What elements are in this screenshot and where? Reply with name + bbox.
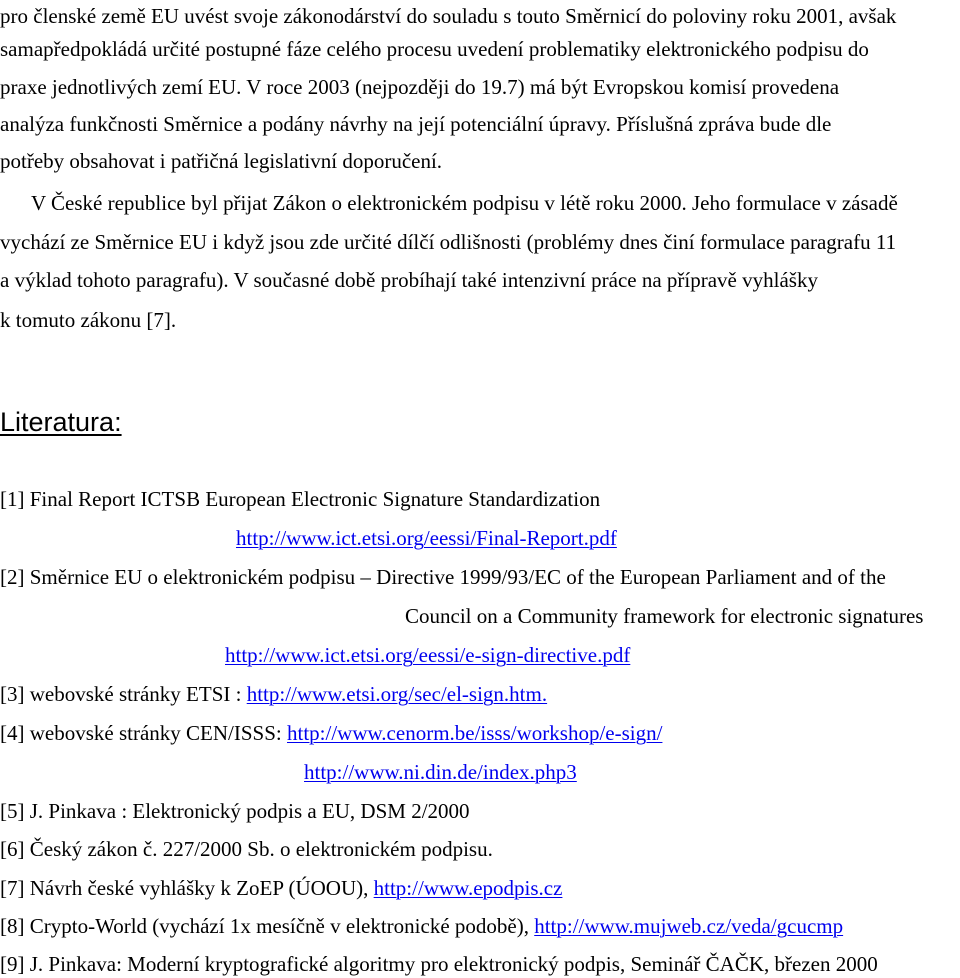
body-line-5: potřeby obsahovat i patřičná legislativní doporučení. xyxy=(0,149,443,173)
reference-2-text: [2] Směrnice EU o elektronickém podpisu – Directive 1999/93/EC of the European Parliament and of the xyxy=(0,565,886,589)
body-line-2: samapředpokládá určité postupné fáze celého procesu uvedení problematiky elektronického podpisu do xyxy=(0,37,869,61)
body-line-6: V České republice byl přijat Zákon o elektronickém podpisu v létě roku 2000. Jeho formulace v zásadě xyxy=(31,191,898,215)
reference-7-text: [7] Návrh české vyhlášky k ZoEP (ÚOOU), xyxy=(0,876,369,900)
body-line-4: analýza funkčnosti Směrnice a podány návrhy na její potenciální úpravy. Příslušná zpráva bude dle xyxy=(0,112,832,136)
reference-2 xyxy=(0,563,886,591)
reference-4-link2-line xyxy=(304,758,577,786)
reference-5-text: [5] J. Pinkava : Elektronický podpis a EU, DSM 2/2000 xyxy=(0,799,470,823)
reference-9-text: [9] J. Pinkava: Moderní kryptografické algoritmy pro elektronický podpis, Seminář ČAČK, březen 2000 xyxy=(0,952,878,976)
body-line-1: pro členské země EU uvést svoje zákonodárství do souladu s touto Směrnicí do poloviny roku 2001, avšak xyxy=(0,4,897,28)
reference-2-text-cont: Council on a Community framework for electronic signatures xyxy=(405,604,924,628)
reference-7-link[interactable]: http://www.epodpis.cz xyxy=(373,876,563,900)
reference-5 xyxy=(0,797,470,825)
reference-6 xyxy=(0,835,493,863)
reference-6-text: [6] Český zákon č. 227/2000 Sb. o elektronickém podpisu. xyxy=(0,837,493,861)
reference-4 xyxy=(0,719,662,747)
body-line-3: praxe jednotlivých zemí EU. V roce 2003 (nejpozději do 19.7) má být Evropskou komisí provedena xyxy=(0,75,840,99)
reference-3 xyxy=(0,680,547,708)
body-line-9: k tomuto zákonu [7]. xyxy=(0,308,177,332)
reference-1 xyxy=(0,485,600,513)
reference-4-link-2[interactable]: http://www.ni.din.de/index.php3 xyxy=(304,760,577,784)
reference-9 xyxy=(0,950,878,978)
reference-1-text: [1] Final Report ICTSB European Electronic Signature Standardization xyxy=(0,487,601,511)
reference-3-text: [3] webovské stránky ETSI : xyxy=(0,682,242,706)
reference-1-link-line xyxy=(236,524,617,552)
references-heading: Literatura: xyxy=(0,407,122,437)
reference-1-link[interactable]: http://www.ict.etsi.org/eessi/Final-Report.pdf xyxy=(236,526,617,550)
reference-8 xyxy=(0,912,843,940)
reference-8-link[interactable]: http://www.mujweb.cz/veda/gcucmp xyxy=(534,914,844,938)
body-line-8: a výklad tohoto paragrafu). V současné době probíhají také intenzivní práce na přípravě vyhlášky xyxy=(0,268,818,292)
reference-2-link-line xyxy=(225,641,630,669)
reference-2-link[interactable]: http://www.ict.etsi.org/eessi/e-sign-directive.pdf xyxy=(225,643,631,667)
body-line-7: vychází ze Směrnice EU i když jsou zde určité dílčí odlišnosti (problémy dnes činí formulace paragrafu 11 xyxy=(0,230,897,254)
reference-2-continuation xyxy=(405,602,923,630)
reference-4-text: [4] webovské stránky CEN/ISSS: xyxy=(0,721,282,745)
reference-4-link[interactable]: http://www.cenorm.be/isss/workshop/e-sign/ xyxy=(287,721,663,745)
reference-7 xyxy=(0,874,562,902)
reference-8-text: [8] Crypto-World (vychází 1x mesíčně v elektronické podobě), xyxy=(0,914,529,938)
reference-3-link[interactable]: http://www.etsi.org/sec/el-sign.htm. xyxy=(246,682,548,706)
